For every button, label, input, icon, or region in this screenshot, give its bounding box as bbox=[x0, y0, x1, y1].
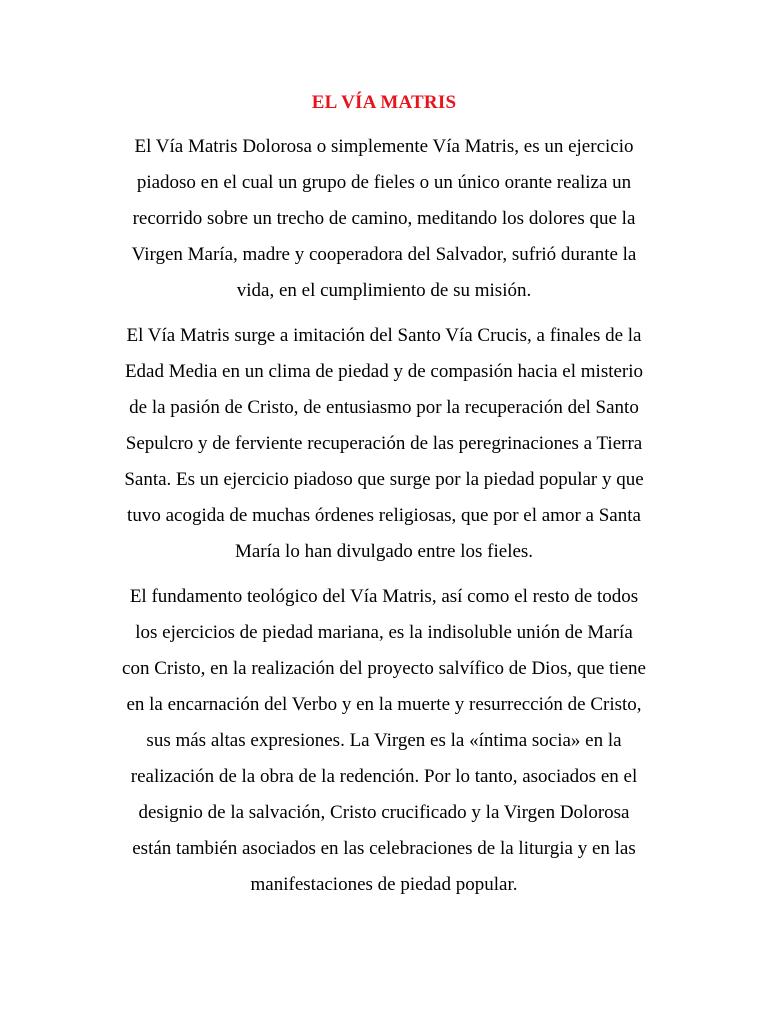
paragraph-line: Sepulcro y de ferviente recuperación de las peregrinaciones a Tierra bbox=[125, 433, 643, 454]
paragraph-line: El fundamento teológico del Vía Matris, así como el resto de todos bbox=[129, 586, 639, 607]
paragraph-line: sus más altas expresiones. La Virgen es la «íntima socia» en la bbox=[146, 730, 622, 751]
document-title: EL VÍA MATRIS bbox=[311, 92, 457, 113]
paragraph-1 bbox=[100, 129, 668, 309]
paragraph-3 bbox=[100, 579, 668, 903]
paragraph-line: El Vía Matris Dolorosa o simplemente Vía Matris, es un ejercicio bbox=[134, 136, 634, 157]
paragraph-line: en la encarnación del Verbo y en la muerte y resurrección de Cristo, bbox=[126, 694, 642, 715]
paragraph-2 bbox=[100, 318, 668, 570]
paragraph-line: María lo han divulgado entre los fieles. bbox=[234, 541, 534, 562]
paragraph-line: están también asociados en las celebraciones de la liturgia y en las bbox=[132, 838, 636, 859]
paragraph-line: realización de la obra de la redención. Por lo tanto, asociados en el bbox=[130, 766, 638, 787]
paragraph-line: vida, en el cumplimiento de su misión. bbox=[236, 280, 532, 301]
paragraph-line: de la pasión de Cristo, de entusiasmo por la recuperación del Santo bbox=[129, 397, 639, 418]
paragraph-line: recorrido sobre un trecho de camino, meditando los dolores que la bbox=[132, 208, 636, 229]
paragraph-line: Edad Media en un clima de piedad y de compasión hacia el misterio bbox=[124, 361, 644, 382]
paragraph-line: piadoso en el cual un grupo de fieles o un único orante realiza un bbox=[136, 172, 632, 193]
paragraph-line: tuvo acogida de muchas órdenes religiosas, que por el amor a Santa bbox=[127, 505, 641, 526]
paragraph-line: los ejercicios de piedad mariana, es la indisoluble unión de María bbox=[135, 622, 633, 643]
paragraph-line: Virgen María, madre y cooperadora del Salvador, sufrió durante la bbox=[131, 244, 637, 265]
paragraph-line: manifestaciones de piedad popular. bbox=[250, 874, 518, 895]
paragraph-line: El Vía Matris surge a imitación del Santo Vía Crucis, a finales de la bbox=[126, 325, 642, 346]
paragraph-line: con Cristo, en la realización del proyecto salvífico de Dios, que tiene bbox=[122, 658, 646, 679]
paragraph-line: designio de la salvación, Cristo crucificado y la Virgen Dolorosa bbox=[138, 802, 630, 823]
paragraph-line: Santa. Es un ejercicio piadoso que surge por la piedad popular y que bbox=[124, 469, 644, 490]
